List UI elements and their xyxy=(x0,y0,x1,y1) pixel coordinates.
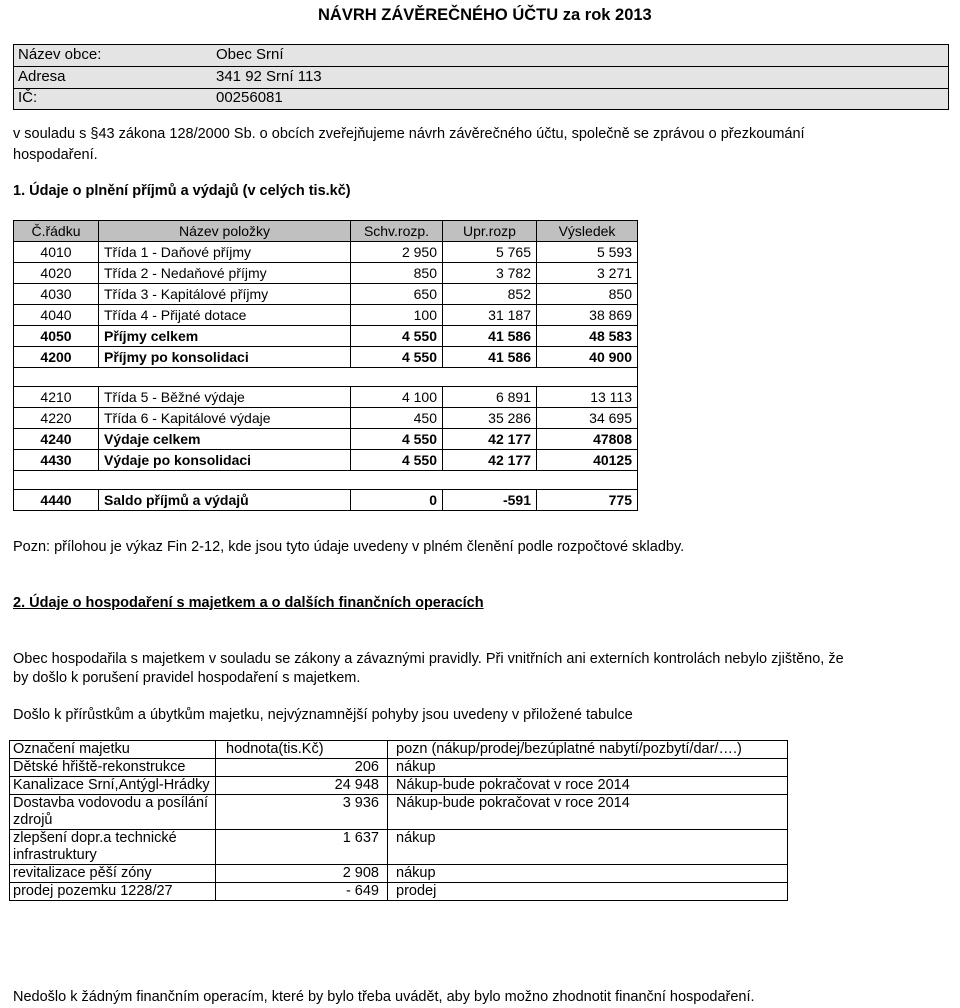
approved-budget: 4 550 xyxy=(351,347,443,368)
budget-spacer-row xyxy=(14,368,638,387)
budget-table xyxy=(13,220,638,511)
approved-budget: 4 550 xyxy=(351,326,443,347)
intro-line-2: hospodaření. xyxy=(13,147,98,163)
result: 47808 xyxy=(537,429,638,450)
adjusted-budget: 852 xyxy=(443,284,537,305)
asset-value: 3 936 xyxy=(216,795,388,830)
closing-statement: Nedošlo k žádným finančním operacím, které by bylo třeba uvádět, aby bylo možno zhodnotit finanční hospodaření. xyxy=(13,989,755,1005)
document-title: NÁVRH ZÁVĚREČNÉHO ÚČTU za rok 2013 xyxy=(318,6,652,24)
adjusted-budget: -591 xyxy=(443,490,537,511)
budget-spacer-row xyxy=(14,471,638,490)
budget-row xyxy=(14,387,638,408)
approved-budget: 4 100 xyxy=(351,387,443,408)
asset-note: nákup xyxy=(388,759,788,777)
column-header: Název položky xyxy=(99,221,351,242)
info-row-ico xyxy=(14,88,948,109)
column-header: Výsledek xyxy=(537,221,638,242)
result: 48 583 xyxy=(537,326,638,347)
column-header: pozn (nákup/prodej/bezúplatné nabytí/pozbytí/dar/….) xyxy=(388,741,788,759)
column-header: Označení majetku xyxy=(10,741,216,759)
adjusted-budget: 35 286 xyxy=(443,408,537,429)
asset-value: - 649 xyxy=(216,883,388,901)
item-name: Třída 4 - Přijaté dotace xyxy=(99,305,351,326)
asset-name: prodej pozemku 1228/27 xyxy=(10,883,216,901)
column-header: hodnota(tis.Kč) xyxy=(216,741,388,759)
column-header: Schv.rozp. xyxy=(351,221,443,242)
section-2-heading: 2. Údaje o hospodaření s majetkem a o dalších finančních operacích xyxy=(13,595,484,611)
budget-row xyxy=(14,490,638,511)
result: 38 869 xyxy=(537,305,638,326)
info-value: 341 92 Srní 113 xyxy=(216,68,322,85)
budget-row xyxy=(14,429,638,450)
budget-note: Pozn: přílohou je výkaz Fin 2-12, kde jsou tyto údaje uvedeny v plném členění podle rozpočtové skladby. xyxy=(13,539,685,555)
asset-name: Dostavba vodovodu a posílání zdrojů xyxy=(10,795,216,830)
adjusted-budget: 41 586 xyxy=(443,347,537,368)
property-row xyxy=(10,830,788,865)
property-paragraph-2: Došlo k přírůstkům a úbytkům majetku, nejvýznamnější pohyby jsou uvedeny v přiložené tabulce xyxy=(13,707,633,723)
approved-budget: 450 xyxy=(351,408,443,429)
item-name: Výdaje po konsolidaci xyxy=(99,450,351,471)
approved-budget: 0 xyxy=(351,490,443,511)
row-code: 4030 xyxy=(14,284,99,305)
asset-note: prodej xyxy=(388,883,788,901)
info-row-name xyxy=(14,45,948,66)
result: 3 271 xyxy=(537,263,638,284)
row-code: 4430 xyxy=(14,450,99,471)
approved-budget: 850 xyxy=(351,263,443,284)
item-name: Třída 1 - Daňové příjmy xyxy=(99,242,351,263)
asset-value: 24 948 xyxy=(216,777,388,795)
item-name: Příjmy po konsolidaci xyxy=(99,347,351,368)
budget-row xyxy=(14,326,638,347)
approved-budget: 650 xyxy=(351,284,443,305)
item-name: Třída 2 - Nedaňové příjmy xyxy=(99,263,351,284)
budget-row xyxy=(14,408,638,429)
row-code: 4240 xyxy=(14,429,99,450)
asset-name: Kanalizace Srní,Antýgl-Hrádky xyxy=(10,777,216,795)
asset-name: zlepšení dopr.a technické infrastruktury xyxy=(10,830,216,865)
approved-budget: 2 950 xyxy=(351,242,443,263)
result: 775 xyxy=(537,490,638,511)
budget-row xyxy=(14,242,638,263)
column-header: Č.řádku xyxy=(14,221,99,242)
result: 13 113 xyxy=(537,387,638,408)
info-value: 00256081 xyxy=(216,89,283,106)
asset-note: nákup xyxy=(388,865,788,883)
property-paragraph-line-2: by došlo k porušení pravidel hospodaření s majetkem. xyxy=(13,670,361,686)
approved-budget: 4 550 xyxy=(351,450,443,471)
item-name: Třída 3 - Kapitálové příjmy xyxy=(99,284,351,305)
property-row xyxy=(10,865,788,883)
adjusted-budget: 6 891 xyxy=(443,387,537,408)
section-1-heading: 1. Údaje o plnění příjmů a výdajů (v celých tis.kč) xyxy=(13,183,351,199)
municipality-info-box xyxy=(13,44,949,110)
property-row xyxy=(10,777,788,795)
property-row xyxy=(10,795,788,830)
item-name: Příjmy celkem xyxy=(99,326,351,347)
info-label: IČ: xyxy=(18,89,38,106)
row-code: 4200 xyxy=(14,347,99,368)
approved-budget: 100 xyxy=(351,305,443,326)
row-code: 4040 xyxy=(14,305,99,326)
adjusted-budget: 42 177 xyxy=(443,450,537,471)
result: 40 900 xyxy=(537,347,638,368)
asset-note: Nákup-bude pokračovat v roce 2014 xyxy=(388,795,788,830)
item-name: Saldo příjmů a výdajů xyxy=(99,490,351,511)
budget-header-row xyxy=(14,221,638,242)
column-header: Upr.rozp xyxy=(443,221,537,242)
result: 40125 xyxy=(537,450,638,471)
budget-row xyxy=(14,305,638,326)
budget-row xyxy=(14,284,638,305)
budget-row xyxy=(14,347,638,368)
info-label: Název obce: xyxy=(18,46,102,63)
property-header-row xyxy=(10,741,788,759)
approved-budget: 4 550 xyxy=(351,429,443,450)
property-table xyxy=(9,740,788,901)
adjusted-budget: 31 187 xyxy=(443,305,537,326)
property-paragraph-line-1: Obec hospodařila s majetkem v souladu se zákony a závaznými pravidly. Při vnitřních ani externích kontrolách nebylo zjištěno, že xyxy=(13,651,844,667)
row-code: 4440 xyxy=(14,490,99,511)
adjusted-budget: 42 177 xyxy=(443,429,537,450)
budget-row xyxy=(14,450,638,471)
info-row-address xyxy=(14,66,948,89)
result: 5 593 xyxy=(537,242,638,263)
item-name: Výdaje celkem xyxy=(99,429,351,450)
info-label: Adresa xyxy=(18,68,66,85)
row-code: 4020 xyxy=(14,263,99,284)
property-row xyxy=(10,759,788,777)
spacer-cell xyxy=(14,368,638,387)
row-code: 4210 xyxy=(14,387,99,408)
item-name: Třída 5 - Běžné výdaje xyxy=(99,387,351,408)
asset-note: nákup xyxy=(388,830,788,865)
spacer-cell xyxy=(14,471,638,490)
asset-value: 206 xyxy=(216,759,388,777)
row-code: 4010 xyxy=(14,242,99,263)
asset-note: Nákup-bude pokračovat v roce 2014 xyxy=(388,777,788,795)
adjusted-budget: 5 765 xyxy=(443,242,537,263)
adjusted-budget: 41 586 xyxy=(443,326,537,347)
asset-value: 1 637 xyxy=(216,830,388,865)
asset-value: 2 908 xyxy=(216,865,388,883)
property-row xyxy=(10,883,788,901)
item-name: Třída 6 - Kapitálové výdaje xyxy=(99,408,351,429)
row-code: 4220 xyxy=(14,408,99,429)
result: 850 xyxy=(537,284,638,305)
asset-name: revitalizace pěší zóny xyxy=(10,865,216,883)
info-value: Obec Srní xyxy=(216,46,284,63)
intro-line-1: v souladu s §43 zákona 128/2000 Sb. o obcích zveřejňujeme návrh závěrečného účtu, společně se zprávou o přezkoumání xyxy=(13,126,805,142)
budget-row xyxy=(14,263,638,284)
asset-name: Dětské hřiště-rekonstrukce xyxy=(10,759,216,777)
row-code: 4050 xyxy=(14,326,99,347)
result: 34 695 xyxy=(537,408,638,429)
adjusted-budget: 3 782 xyxy=(443,263,537,284)
